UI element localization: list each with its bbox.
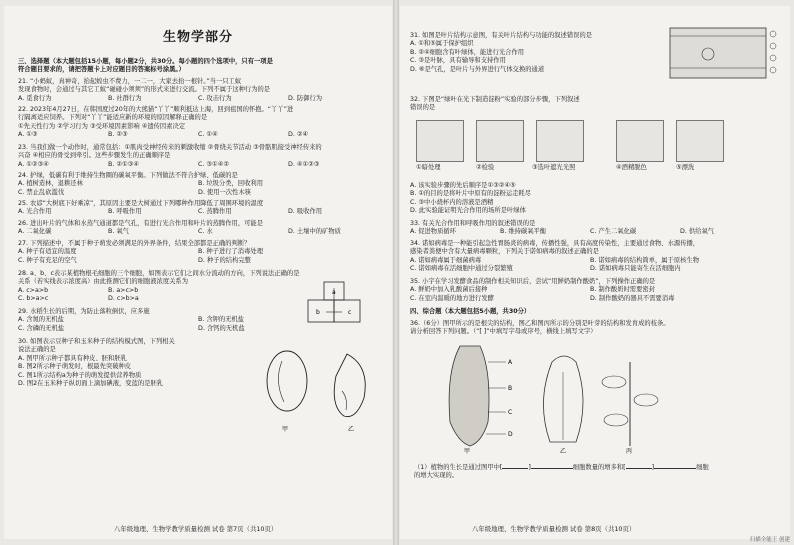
root-bud-branch-figure — [440, 342, 670, 454]
cell-b — [308, 300, 334, 322]
root-label-b: B — [508, 385, 513, 392]
answer-blank-4[interactable] — [654, 462, 696, 469]
step-label-2: ②检验 — [476, 164, 495, 171]
step-shading-image — [536, 120, 584, 162]
cell-c — [334, 300, 360, 322]
question-25: 25. 农谚“大树底下好乘凉”，其原因主要是大树通过下列哪种作用降低了周围环境的温度 A. 光合作用 B. 呼吸作用 C. 蒸腾作用 D. 吸收作用 — [18, 200, 323, 216]
question-36: 36.（6分）图甲所示的是根尖的结构，图乙和图丙所示的分别是叶芽的结构和发育成的枝条。 请分析回答下列问题。（“[ ]”中填写字母或序号，横线上填写文字） — [410, 320, 670, 336]
question-35: 35. 小宇在学习发酵食品的制作相关知识后，尝试“用鲜奶制作酸奶”，下列操作正确的是 A. 鲜奶中加入乳酸菌后接种 B. 制作酸奶时需要密封 C. 在室内温暖的地方进行发酵 D. 制作酸奶的器具不需要消毒 — [410, 278, 675, 302]
question-22: 22. 2023年4月27日，在韩国度过20年的大熊猫“丫丫”顺利抵达上海，回到祖国的怀抱。“丫丫”进 行隔离适应饲养。下列对“丫丫”能适应新的环境的原因解释正确的是 ①先天性行为 ②学习行为 ③受环境因素影响 ④遗传因素决定 A. ①③ B. ②③ C. ①④ D. ②④ — [18, 106, 309, 139]
cell-diagram-28 — [304, 278, 364, 328]
corn-seed-outline — [334, 354, 365, 417]
bean-seed-outline — [267, 351, 307, 411]
step-label-3: ③选叶遮光光照 — [532, 164, 576, 171]
question-26: 26. 进出叶片的气体和水蒸气通道都是气孔，有进行光合作用和叶片的蒸腾作用，可能是 A. 二氧化碳 B. 氧气 C. 水 D. 土壤中的矿物质 — [18, 220, 341, 236]
page-gutter — [393, 0, 399, 545]
label-a: a — [332, 289, 336, 296]
question-32-options: A. 该实验步骤的先后顺序是①③②④⑤ B. ①的目的是将叶片中原有的淀粉运走耗尽 C. ③中小烧杯内的溶液是酒精 D. 此实验能证明光合作用的场所是叶绿体 — [410, 182, 532, 215]
leaf-cross-section — [670, 28, 766, 78]
root-label-a: A — [508, 359, 513, 366]
question-33: 33. 有关光合作用和呼吸作用的叙述错误的是 A. 促进物质循环 B. 维持碳氧平衡 C. 产生二氧化碳 D. 供给氧气 — [410, 220, 715, 236]
leaf-structure-diagram — [668, 26, 780, 80]
photosynthesis-steps-figure — [414, 118, 784, 180]
question-29: 29. 水稻生长的后期，为防止落粒倒伏，应多施 A. 含氮的无机盐 B. 含钾的无机盐 C. 含磷的无机盐 D. 含钙的无机盐 — [18, 308, 245, 332]
seed-diagrams-30 — [252, 336, 382, 436]
question-23: 23. 当我们做一个动作时，通常包括：①肌肉受神经传来的刺激收缩 ②骨绕关节活动 ③骨骼肌接受神经传来的 兴奋 ④相应的骨受到牵引。这些步骤发生的正确顺序是 A. ①②③④ B. ②①③④ C. ③①④② D. ④①②③ — [18, 144, 322, 168]
label-b: b — [316, 309, 320, 316]
step-test-image — [476, 120, 524, 162]
step-label-1: ①暗处理 — [416, 164, 441, 171]
fig-label-jia-36: 甲 — [464, 448, 471, 454]
branch-leaf-2 — [634, 394, 658, 406]
step-label-4: ④酒精脱色 — [616, 164, 647, 171]
scanner-watermark: 扫描全能王 创建 — [749, 537, 790, 543]
root-label-c: C — [508, 409, 513, 416]
step-dark-treatment-image — [416, 120, 464, 162]
label-circle-2 — [770, 43, 776, 49]
question-21: 21. “小蚂蚁，真神奇，抬起蝗虫不费力，一二一，大家去抬一根针。”当一只工蚁 发现食物时，会通过与其它工蚁“碰碰小须须”的形式来进行交流。下列不属于这种行为的是 A. 觅食行为 B. 社群行为 C. 攻击行为 D. 防御行为 — [18, 78, 323, 102]
fig-label-yi: 乙 — [348, 426, 355, 433]
answer-blank-3[interactable] — [626, 462, 652, 469]
label-circle-3 — [770, 55, 776, 61]
question-32: 32. 下图是“绿叶在光下制造淀粉”实验的部分步骤，下列叙述 错误的是 — [410, 96, 580, 112]
question-27: 27. 下列描述中，不属于种子萌发必须满足的外界条件，结果全部都是正确的判断？ A. 种子有适宜的温度 B. 种子进行了消毒处理 C. 种子有充足的空气 D. 种子的结构完整 — [18, 240, 263, 264]
question-31: 31. 如图是叶片结构示意图，有关叶片结构与功能的叙述错误的是 A. ①和⑤属于保护组织 B. ②④细胞含有叶绿体，能进行光合作用 C. ③是叶脉，具有输导和支持作用 D. ⑥是气孔，是叶片与外界进行气体交换的通道 — [410, 32, 593, 73]
section-intro: 三、选择题（本大题包括15小题，每小题2分，共30分。每小题的四个选项中，只有一项是 符合题目要求的，请把答题卡上对应题目的答案标号涂黑。） — [18, 58, 273, 74]
step-rinse-image — [676, 120, 724, 162]
fig-label-bing-36: 丙 — [626, 448, 633, 454]
fig-label-yi-36: 乙 — [560, 448, 567, 454]
corn-embryo — [342, 391, 347, 410]
page-footer-right: 八年级地理、生物学教学质量检测 试卷 第8页（共10页） — [472, 525, 636, 533]
answer-blank-2[interactable] — [531, 462, 573, 469]
step-label-5: ⑤漂洗 — [676, 164, 695, 171]
question-30: 30. 如图表示豆种子和玉米种子的结构模式图，下列相关 说法正确的是 A. 图甲所示种子都具有种皮、胚和胚乳 B. 图2所示种子萌发时，根最先突破种皮 C. 图1所示结构a为种子的萌发提供营养物质 D. 图2在玉米种子纵切面上滴加碘液，变蓝的是胚乳 — [18, 338, 175, 388]
root-label-d: D — [508, 431, 513, 438]
bean-embryo — [278, 361, 284, 402]
page-footer-left: 八年级地理、生物学教学质量检测 试卷 第7页（共10页） — [114, 525, 278, 533]
label-circle-4 — [770, 67, 776, 73]
question-28: 28. a、b、c表示某植物根毛细胞的三个细胞，如图表示它们之间水分流动的方向，下列说法正确的是 关系（若实线表示浓度高）由此推测它们的细胞液浓度关系为 A. c>a>b B. a>c>b C. b>a>c D. c>b>a — [18, 270, 300, 303]
root-tip-outline — [449, 346, 489, 446]
branch-leaf-1 — [602, 376, 626, 388]
page-title: 生物学部分 — [162, 30, 233, 45]
label-c: c — [348, 309, 352, 316]
question-36-part-1: （1）植物的生长是通过图甲中[ ] 细胞数量的增多和[ ] 细胞 的增大实现的。 — [414, 464, 709, 480]
question-24: 24. 护绿，低碳有利于维持生物圈的碳氧平衡。下列做法不符合护绿、低碳的是 A. 植树造林，退耕还林 B. 垃圾分类，回收利用 C. 禁止乱砍滥伐 D. 使用一次性木筷 — [18, 172, 263, 196]
left-page — [4, 6, 392, 539]
question-34: 34. 诺如病毒是一种能引起急性胃肠炎的病毒，传播性强，具有高度传染性，主要通过食物、水源传播， 感染者粪便中含有大量病毒颗粒，下列关于诺如病毒的叙述正确的是 A. 诺如病毒属于细菌病毒 B. 诺如病毒的结构简单，属于原核生物 C. 诺如病毒在活细胞中通过分裂繁殖 D. 诺如病毒只能寄生在活细胞内 — [410, 240, 700, 273]
step-alcohol-image — [616, 120, 664, 162]
section-4-heading: 四、综合题（本大题包括5小题，共30分） — [410, 308, 531, 315]
right-page — [400, 6, 790, 539]
fig-label-jia: 甲 — [282, 426, 289, 433]
label-circle-1 — [770, 31, 776, 37]
branch-leaf-3 — [604, 414, 628, 426]
answer-blank-1[interactable] — [502, 462, 528, 469]
